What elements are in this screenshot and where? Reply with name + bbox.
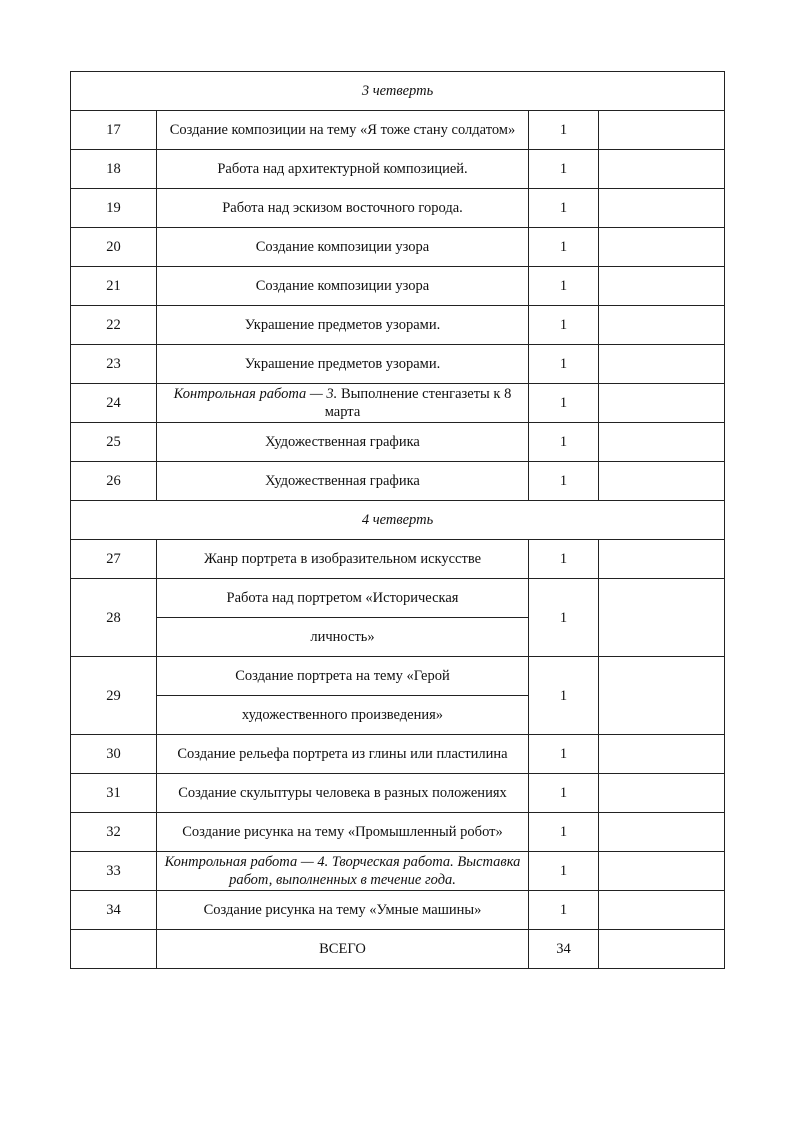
- lesson-topic: Создание рельефа портрета из глины или пластилина: [157, 735, 529, 774]
- lesson-hours: 1: [529, 852, 599, 891]
- lesson-number: 17: [71, 111, 157, 150]
- lesson-hours: 1: [529, 540, 599, 579]
- lesson-date: [599, 540, 725, 579]
- total-date-cell: [599, 930, 725, 969]
- lesson-date: [599, 111, 725, 150]
- lesson-date: [599, 813, 725, 852]
- table-row: [71, 579, 725, 618]
- lesson-topic: Создание рисунка на тему «Умные машины»: [157, 891, 529, 930]
- lesson-number: 18: [71, 150, 157, 189]
- table-row: [71, 462, 725, 501]
- lesson-number: 31: [71, 774, 157, 813]
- lesson-topic-text: Выполнение стенгазеты к 8 марта: [324, 386, 512, 420]
- lesson-hours: 1: [529, 657, 599, 735]
- lesson-date: [599, 150, 725, 189]
- lesson-hours: 1: [529, 306, 599, 345]
- lesson-date: [599, 228, 725, 267]
- lesson-topic: Украшение предметов узорами.: [157, 306, 529, 345]
- lesson-hours: 1: [529, 345, 599, 384]
- table-row: [71, 384, 725, 423]
- lesson-number: 20: [71, 228, 157, 267]
- control-work-label: Контрольная работа — 3.: [173, 386, 338, 402]
- lesson-number: 34: [71, 891, 157, 930]
- lesson-topic: Украшение предметов узорами.: [157, 345, 529, 384]
- lesson-date: [599, 891, 725, 930]
- table-row: [71, 735, 725, 774]
- quarter-3-heading: 3 четверть: [71, 72, 725, 111]
- lesson-topic: [157, 384, 529, 423]
- lesson-topic-line-2: личность»: [157, 618, 529, 657]
- lesson-hours: 1: [529, 267, 599, 306]
- lesson-date: [599, 267, 725, 306]
- lesson-date: [599, 852, 725, 891]
- lesson-date: [599, 774, 725, 813]
- table-row: [71, 540, 725, 579]
- lesson-topic-line-2: художественного произведения»: [157, 696, 529, 735]
- lesson-date: [599, 306, 725, 345]
- total-label: ВСЕГО: [157, 930, 529, 969]
- lesson-topic: Работа над эскизом восточного города.: [157, 189, 529, 228]
- lesson-hours: 1: [529, 891, 599, 930]
- lesson-date: [599, 735, 725, 774]
- lesson-hours: 1: [529, 774, 599, 813]
- lesson-topic: Создание скульптуры человека в разных положениях: [157, 774, 529, 813]
- table-row: [71, 774, 725, 813]
- lesson-number: 27: [71, 540, 157, 579]
- table-row: [71, 267, 725, 306]
- total-number-cell: [71, 930, 157, 969]
- quarter-4-heading: 4 четверть: [71, 501, 725, 540]
- lesson-date: [599, 579, 725, 657]
- lesson-number: 26: [71, 462, 157, 501]
- table-row: [71, 306, 725, 345]
- lesson-hours: 1: [529, 813, 599, 852]
- quarter-header-row: [71, 72, 725, 111]
- table-row: [71, 150, 725, 189]
- lesson-topic: Создание рисунка на тему «Промышленный робот»: [157, 813, 529, 852]
- lesson-number: 21: [71, 267, 157, 306]
- lesson-topic: Создание композиции узора: [157, 228, 529, 267]
- lesson-topic-line-1: Работа над портретом «Историческая: [157, 579, 529, 618]
- lesson-number: 25: [71, 423, 157, 462]
- lesson-date: [599, 384, 725, 423]
- table-row: [71, 891, 725, 930]
- lesson-topic: Жанр портрета в изобразительном искусстве: [157, 540, 529, 579]
- lesson-hours: 1: [529, 423, 599, 462]
- lesson-topic: Работа над архитектурной композицией.: [157, 150, 529, 189]
- table-row: [71, 345, 725, 384]
- lesson-number: 28: [71, 579, 157, 657]
- lesson-hours: 1: [529, 189, 599, 228]
- lesson-hours: 1: [529, 735, 599, 774]
- table-row: [71, 657, 725, 696]
- lesson-hours: 1: [529, 111, 599, 150]
- thematic-plan-table: [70, 71, 725, 969]
- table-row: [71, 228, 725, 267]
- table-row: [71, 423, 725, 462]
- table-row: [71, 852, 725, 891]
- lesson-number: 23: [71, 345, 157, 384]
- lesson-number: 19: [71, 189, 157, 228]
- lesson-number: 32: [71, 813, 157, 852]
- lesson-date: [599, 423, 725, 462]
- table-row: [71, 189, 725, 228]
- lesson-topic: Контрольная работа — 4. Творческая работа. Выставка работ, выполненных в течение года.: [157, 852, 529, 891]
- lesson-date: [599, 657, 725, 735]
- lesson-topic: Создание композиции узора: [157, 267, 529, 306]
- lesson-number: 22: [71, 306, 157, 345]
- table-row: [71, 111, 725, 150]
- quarter-header-row: [71, 501, 725, 540]
- lesson-topic: Художественная графика: [157, 423, 529, 462]
- lesson-number: 24: [71, 384, 157, 423]
- lesson-topic: Создание композиции на тему «Я тоже стану солдатом»: [157, 111, 529, 150]
- lesson-hours: 1: [529, 462, 599, 501]
- lesson-date: [599, 462, 725, 501]
- lesson-hours: 1: [529, 579, 599, 657]
- lesson-topic: Художественная графика: [157, 462, 529, 501]
- lesson-number: 33: [71, 852, 157, 891]
- lesson-number: 29: [71, 657, 157, 735]
- lesson-topic-line-1: Создание портрета на тему «Герой: [157, 657, 529, 696]
- lesson-date: [599, 345, 725, 384]
- lesson-date: [599, 189, 725, 228]
- total-row: [71, 930, 725, 969]
- lesson-hours: 1: [529, 228, 599, 267]
- lesson-number: 30: [71, 735, 157, 774]
- lesson-hours: 1: [529, 384, 599, 423]
- lesson-hours: 1: [529, 150, 599, 189]
- table-row: [71, 813, 725, 852]
- total-hours: 34: [529, 930, 599, 969]
